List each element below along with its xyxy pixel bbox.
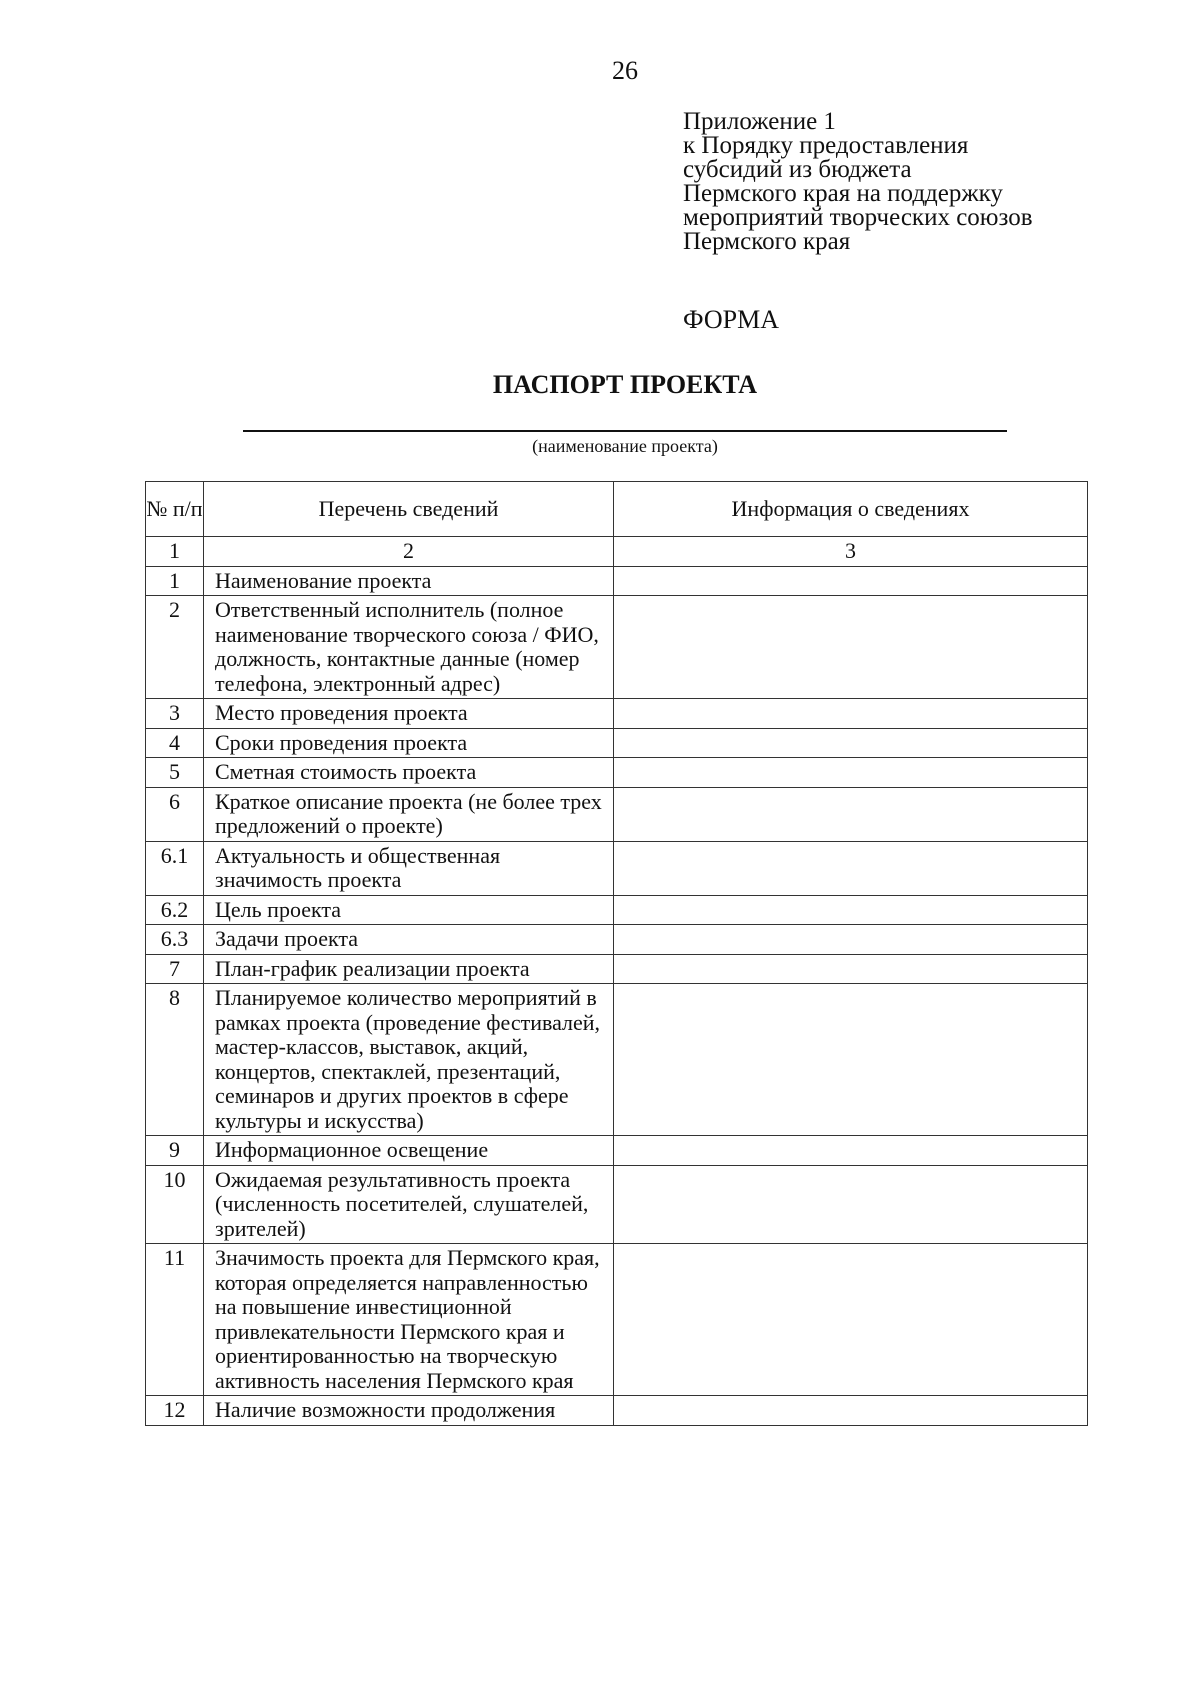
table-row [146, 699, 1088, 729]
table-row [146, 954, 1088, 984]
row-label: Сметная стоимость проекта [204, 758, 614, 788]
row-number: 4 [146, 728, 204, 758]
row-number: 9 [146, 1136, 204, 1166]
table-row [146, 566, 1088, 596]
row-info-field[interactable] [614, 841, 1088, 895]
table-row [146, 895, 1088, 925]
row-info-field[interactable] [614, 984, 1088, 1136]
row-number: 6.3 [146, 925, 204, 955]
table-row [146, 787, 1088, 841]
appendix-line: мероприятий творческих союзов [683, 204, 1033, 231]
table-row [146, 984, 1088, 1136]
row-label: Ожидаемая результативность проекта (численность посетителей, слушателей, зрителей) [204, 1165, 614, 1244]
project-name-line [243, 430, 1007, 432]
header-list: Перечень сведений [204, 482, 614, 537]
row-number: 12 [146, 1396, 204, 1426]
index-cell: 1 [146, 537, 204, 567]
row-info-field[interactable] [614, 566, 1088, 596]
row-info-field[interactable] [614, 596, 1088, 699]
row-info-field[interactable] [614, 1244, 1088, 1396]
project-name-caption: (наименование проекта) [532, 436, 718, 456]
row-number: 5 [146, 758, 204, 788]
row-number: 2 [146, 596, 204, 699]
row-number: 1 [146, 566, 204, 596]
row-info-field[interactable] [614, 1165, 1088, 1244]
table-header-row [146, 482, 1088, 537]
row-info-field[interactable] [614, 1136, 1088, 1166]
row-info-field[interactable] [614, 758, 1088, 788]
appendix-line: Пермского края [683, 228, 851, 255]
row-label: Задачи проекта [204, 925, 614, 955]
table-row [146, 728, 1088, 758]
row-label: Сроки проведения проекта [204, 728, 614, 758]
table-row [146, 925, 1088, 955]
form-label: ФОРМА [683, 305, 779, 334]
row-label: Ответственный исполнитель (полное наименование творческого союза / ФИО, должность, контактные данные (номер телефона, электронный адрес) [204, 596, 614, 699]
row-label: Место проведения проекта [204, 699, 614, 729]
appendix-note [683, 110, 1033, 254]
index-cell: 3 [614, 537, 1088, 567]
row-label: Значимость проекта для Пермского края, которая определяется направленностью на повышение инвестиционной привлекательности Пермского края и ориентированностью на творческую активность населения Пермского края [204, 1244, 614, 1396]
row-number: 6.1 [146, 841, 204, 895]
row-number: 6 [146, 787, 204, 841]
row-label: Информационное освещение [204, 1136, 614, 1166]
table-row [146, 841, 1088, 895]
row-label: Наличие возможности продолжения [204, 1396, 614, 1426]
row-info-field[interactable] [614, 787, 1088, 841]
row-info-field[interactable] [614, 925, 1088, 955]
row-info-field[interactable] [614, 728, 1088, 758]
row-info-field[interactable] [614, 699, 1088, 729]
row-info-field[interactable] [614, 895, 1088, 925]
page-number: 26 [612, 56, 638, 85]
passport-table [145, 481, 1088, 1426]
document-title: ПАСПОРТ ПРОЕКТА [492, 370, 758, 399]
table-row [146, 596, 1088, 699]
table-index-row [146, 537, 1088, 567]
table-row [146, 1165, 1088, 1244]
row-label: План-график реализации проекта [204, 954, 614, 984]
row-label: Наименование проекта [204, 566, 614, 596]
table-row [146, 1136, 1088, 1166]
table-row [146, 758, 1088, 788]
row-number: 10 [146, 1165, 204, 1244]
row-label: Цель проекта [204, 895, 614, 925]
row-label: Актуальность и общественная значимость проекта [204, 841, 614, 895]
row-number: 3 [146, 699, 204, 729]
row-info-field[interactable] [614, 1396, 1088, 1426]
row-number: 6.2 [146, 895, 204, 925]
row-number: 11 [146, 1244, 204, 1396]
header-info: Информация о сведениях [614, 482, 1088, 537]
row-number: 7 [146, 954, 204, 984]
index-cell: 2 [204, 537, 614, 567]
row-label: Планируемое количество мероприятий в рамках проекта (проведение фестивалей, мастер-классов, выставок, акций, концертов, спектаклей, презентаций, семинаров и других проектов в сфере культуры и искусства) [204, 984, 614, 1136]
header-number: № п/п [146, 482, 204, 537]
appendix-line: Пермского края на поддержку [683, 180, 1003, 207]
appendix-line: субсидий из бюджета [683, 156, 912, 183]
table-row [146, 1396, 1088, 1426]
row-number: 8 [146, 984, 204, 1136]
row-label: Краткое описание проекта (не более трех предложений о проекте) [204, 787, 614, 841]
table-row [146, 1244, 1088, 1396]
appendix-line: Приложение 1 [683, 108, 836, 135]
appendix-line: к Порядку предоставления [683, 132, 969, 159]
row-info-field[interactable] [614, 954, 1088, 984]
